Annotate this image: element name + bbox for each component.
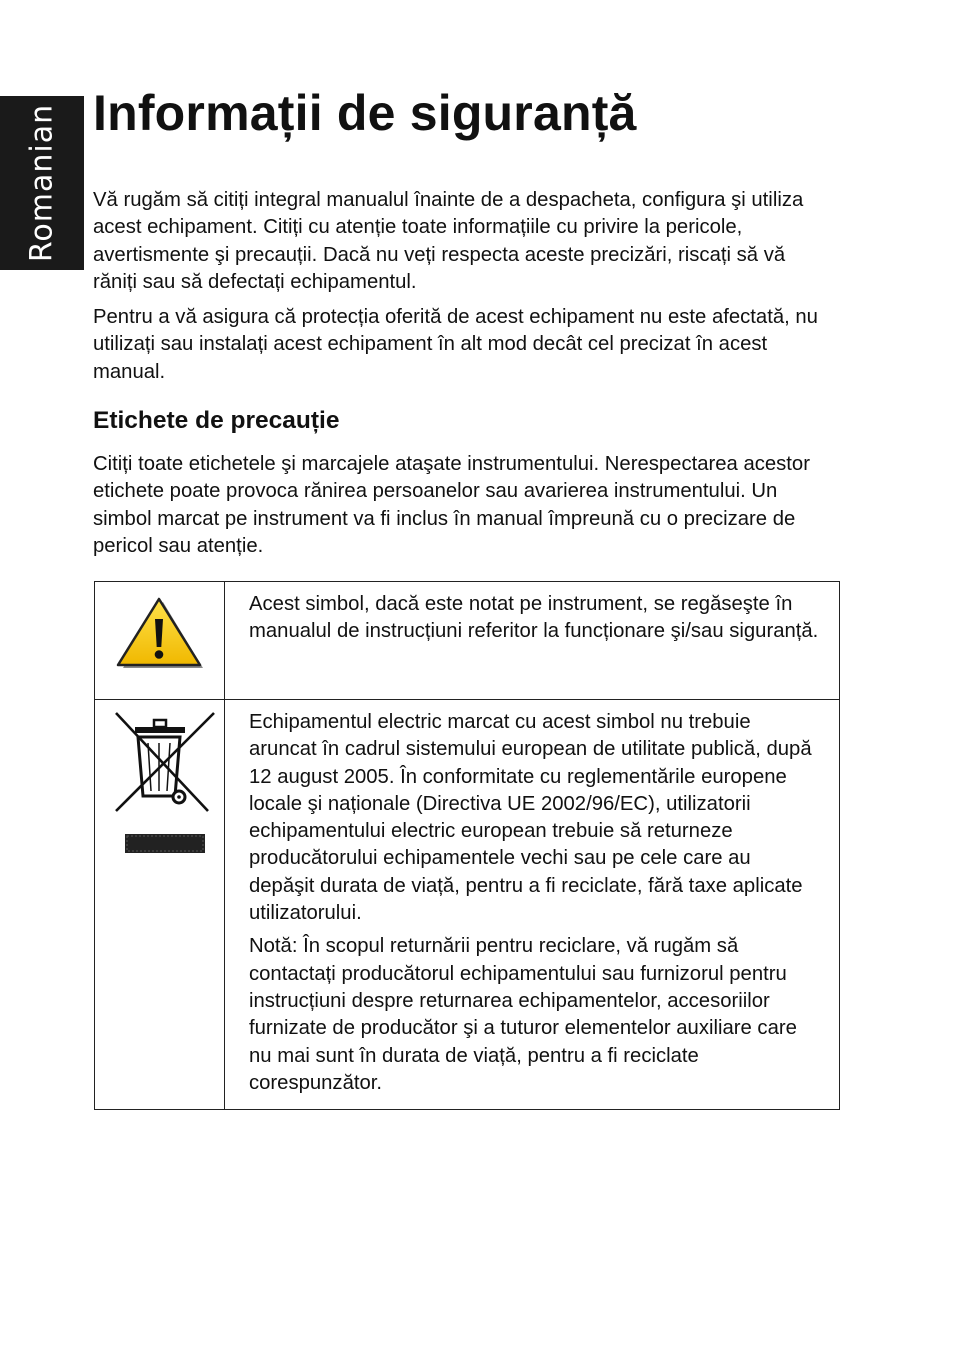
table-row bbox=[95, 582, 840, 700]
table-row bbox=[95, 700, 840, 1110]
language-tab bbox=[0, 96, 84, 270]
page-title: Informații de siguranță bbox=[93, 85, 637, 141]
section-paragraph: Citiți toate etichetele şi marcajele ataşate instrumentului. Nerespectarea acestor etichete poate provoca rănirea persoanelor sau avarierea instrumentului. Un simbol marcat pe instrument va fi inclus în manual împreună cu o precizare de pericol sau atenție. bbox=[93, 453, 810, 557]
symbols-table bbox=[94, 581, 840, 1110]
weee-note-text: Notă: În scopul returnării pentru reciclare, vă rugăm să contactați producătorul echipamentului sau furnizorul pentru instrucțiuni despre returnarea echipamentelor, accesoriilor furnizate de producător şi a tuturor elementelor auxiliare care nu mai sunt în durata de viață, pentru a fi reciclate corespunzător. bbox=[249, 935, 797, 1094]
language-tab-label: Romanian bbox=[24, 103, 60, 263]
intro-paragraph-1: Vă rugăm să citiți integral manualul înainte de a despacheta, configura şi utiliza acest echipament. Citiți cu atenție toate informațiile cu privire la pericole, avertismente şi precauții. Dacă nu veți respecta aceste precizări, riscați să vă răniți sau să defectați echipamentul. bbox=[93, 189, 804, 293]
symbol-description-cell bbox=[225, 582, 840, 700]
warning-symbol-text: Acest simbol, dacă este notat pe instrument, se regăseşte în manualul de instrucțiuni referitor la funcționare şi/sau siguranță. bbox=[249, 593, 819, 643]
symbol-icon-cell bbox=[95, 700, 225, 1110]
main-content bbox=[93, 84, 833, 560]
intro-paragraph-2: Pentru a vă asigura că protecția oferită de acest echipament nu este afectată, nu utilizați sau instalați acest echipament în alt mod decât cel precizat în acest manual. bbox=[93, 306, 818, 383]
symbol-description-cell bbox=[225, 700, 840, 1110]
symbol-icon-cell bbox=[95, 582, 225, 700]
weee-crossed-bin-icon bbox=[96, 701, 223, 871]
section-heading: Etichete de precauție bbox=[93, 407, 340, 435]
warning-triangle-icon bbox=[96, 583, 223, 693]
weee-symbol-text: Echipamentul electric marcat cu acest simbol nu trebuie aruncat în cadrul sistemului european de utilitate publică, după 12 august 2005. În conformitate cu reglementările europene locale şi naționale (Directiva UE 2002/96/EC), utilizatorii echipamentului electric european trebuie să returneze producătorului echipamentele vechi sau pe cele care au depăşit durata de viață, pentru a fi reciclate, fără taxe aplicate utilizatorului. bbox=[249, 711, 812, 925]
